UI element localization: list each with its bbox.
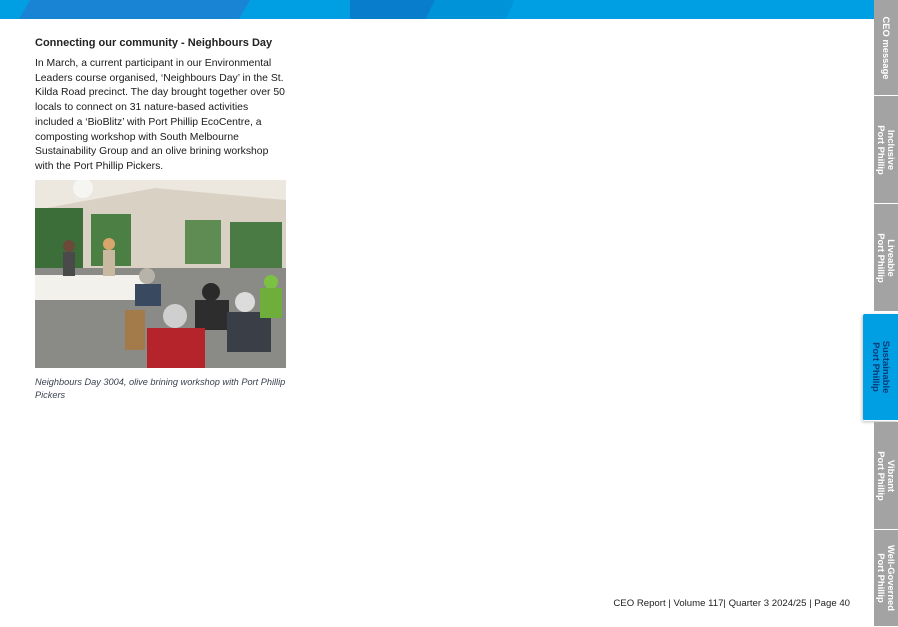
tab-label-line2: Port Phillip <box>876 124 887 175</box>
tab-label-line1: Vibrant <box>886 459 897 492</box>
banner-shape <box>18 0 261 19</box>
tab-label-line1: Sustainable <box>881 340 892 394</box>
tab-label-line2: Port Phillip <box>871 342 882 392</box>
section-tabs <box>871 0 898 627</box>
tab-label-line1: Well-Governed <box>886 545 897 611</box>
tab-inclusive-port-phillip[interactable] <box>874 96 898 204</box>
tab-label <box>881 16 891 79</box>
tab-label-line1: Liveable <box>886 238 897 277</box>
article-body: In March, a current participant in our Environmental Leaders course organised, ‘Neighbours Day’ in the St. Kilda Road precinct. The day brought together over 50 locals to connect on 31 nature-based activities included a ‘BioBlitz’ with Port Phillip EcoCentre, a composting workshop with South Melbourne Sustainability Group and an olive brining workshop with the Port Phillip Pickers. <box>35 58 285 172</box>
tab-label <box>876 125 896 174</box>
tab-label <box>876 233 896 282</box>
tab-label <box>871 341 891 394</box>
top-banner <box>0 0 874 19</box>
banner-shape <box>421 0 520 19</box>
tab-sustainable-port-phillip[interactable] <box>863 314 898 421</box>
tab-label-line2: Port Phillip <box>876 553 887 603</box>
tab-label-line1: CEO message <box>881 15 892 80</box>
article <box>35 36 287 175</box>
tab-ceo-message[interactable] <box>874 0 898 96</box>
tab-label-line2: Port Phillip <box>876 232 887 283</box>
tab-label-line2: Port Phillip <box>876 450 887 501</box>
tab-label <box>876 545 896 611</box>
tab-liveable-port-phillip[interactable] <box>874 204 898 312</box>
tab-well-governed-port-phillip[interactable] <box>874 530 898 627</box>
tab-label-line1: Inclusive <box>886 129 897 170</box>
tab-vibrant-port-phillip[interactable] <box>874 422 898 530</box>
tab-label <box>876 451 896 500</box>
article-heading: Connecting our community - Neighbours Day <box>35 37 273 49</box>
photo-caption: Neighbours Day 3004, olive brining workshop with Port Phillip Pickers <box>35 377 286 400</box>
event-photo <box>35 180 286 368</box>
page-footer: CEO Report | Volume 117| Quarter 3 2024/25 | Page 40 <box>613 598 850 609</box>
